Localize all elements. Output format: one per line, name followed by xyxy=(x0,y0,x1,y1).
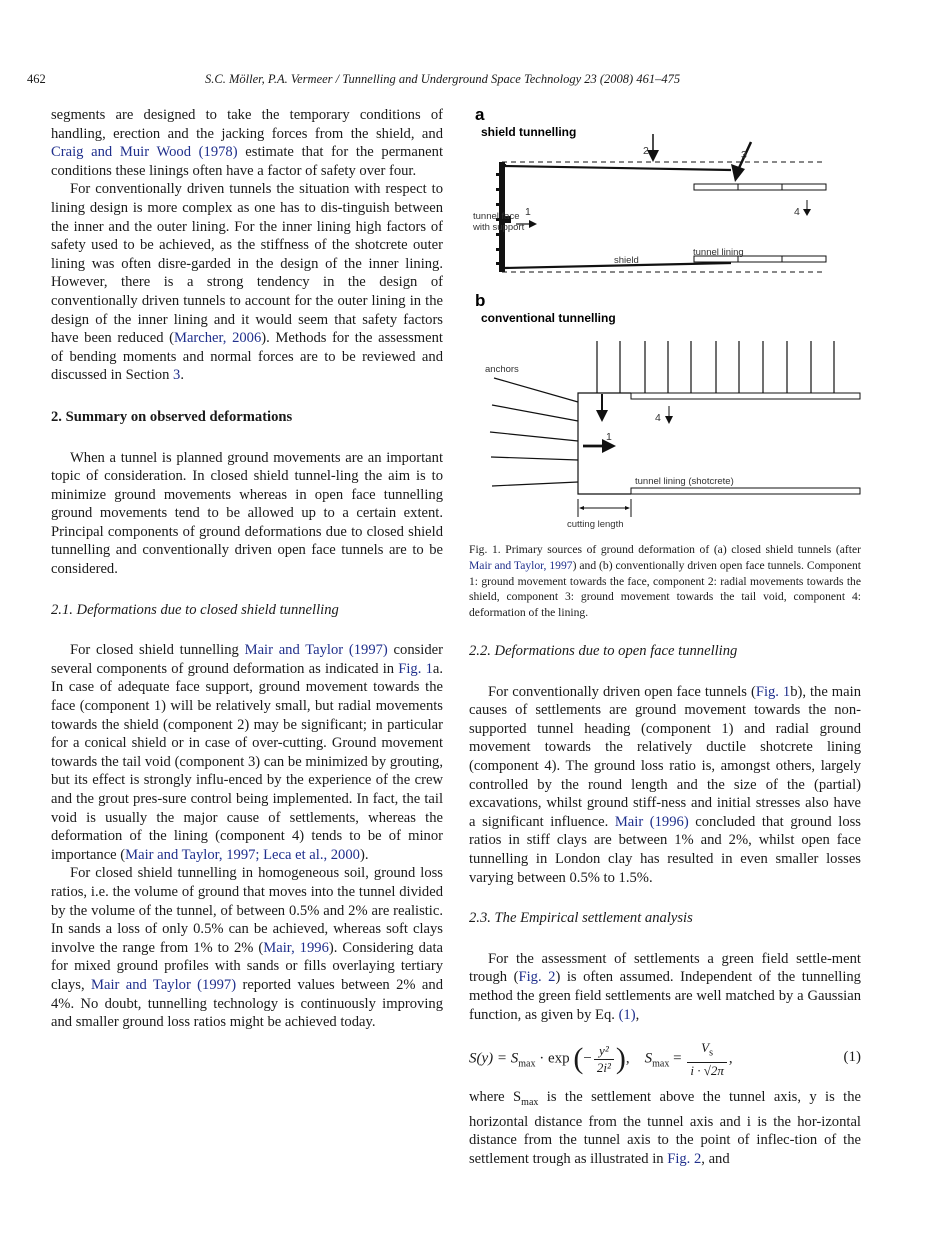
paragraph xyxy=(469,1088,861,1168)
text: ). Methods for the assessment of bending moments and normal forces are to be reviewed and discussed in Section xyxy=(51,330,443,384)
section-link[interactable]: 3 xyxy=(173,367,181,384)
figure-1-diagram xyxy=(469,106,861,536)
text: . xyxy=(180,367,184,384)
text: Fig. 1. Primary sources of ground deformation of (a) closed shield tunnels (after xyxy=(469,543,861,556)
citation-link[interactable]: Mair, 1996 xyxy=(263,939,329,956)
subsection-heading: 2.3. The Empirical settlement analysis xyxy=(469,910,693,927)
text: , xyxy=(635,1006,640,1023)
running-header xyxy=(0,72,925,92)
face-anchors xyxy=(490,378,578,486)
label-tunnel-face: tunnel face xyxy=(473,211,520,222)
eq-sub: max xyxy=(518,1058,536,1070)
text: consider several components of ground deformation as indicated in xyxy=(51,642,443,677)
figure-1 xyxy=(469,106,861,541)
dimension-arrowhead-right xyxy=(625,506,630,510)
text: ). xyxy=(359,846,369,863)
eq-paren-close: ) xyxy=(615,1042,626,1076)
arrow-radial-b xyxy=(596,394,608,422)
paragraph: When a tunnel is planned ground movements are an important topic of consideration. In closed shield tunnel-ling the aim is to minimize ground movements whereas in open face tunnelling ground movements tend to be allowed up to a certain extent. Principal components of ground deformations due to closed shield tunnelling and conventionally driven open face tunnels are to be considered. xyxy=(51,449,443,578)
citation-link[interactable]: Mair and Taylor (1997) xyxy=(91,976,237,993)
citation-link[interactable]: Mair and Taylor (1997) xyxy=(244,642,388,659)
equation-body: $S(y) = S_{max} \cdot \exp$ (− $\frac{\text{y²}}{\text{2i²}}$ ), $S_{max}$ = $\frac{V_s}{i \cdot √2\pi}$ , xyxy=(469,1040,733,1078)
text: For closed shield tunnelling in homogeneous soil, ground loss ratios, i.e. the volume of ground that moves into the tunnel divided by the volume of the tunnel, of between 0.5% and 2% are realistic. In sands a loss of only 0.5% can be achieved, whereas soft clays involve the range from 1% to 2% ( xyxy=(51,865,443,956)
text: b), the main causes of settlements are ground movement towards the non-supported tunnel heading (component 1) and radial ground movement towards the relatively ductile shotcrete lining (component 4). The ground loss ratio is, amongst others, largely controlled by the round length and the size of the (partial) excavations, whilst ground stiff-ness and initial stresses also have a significant influence. xyxy=(469,683,861,830)
eq-paren-open: ( xyxy=(573,1042,584,1076)
label-anchors: anchors xyxy=(485,364,519,375)
label-shield: shield xyxy=(614,255,639,266)
eq-fraction-1: $\frac{\text{y²}}{\text{2i²}}$ xyxy=(594,1043,614,1076)
label-component-1: 1 xyxy=(525,206,531,218)
journal-citation-line: S.C. Möller, P.A. Vermeer / Tunnelling and Underground Space Technology 23 (2008) 461–475 xyxy=(205,72,681,86)
citation-link[interactable]: Craig and Muir Wood (1978) xyxy=(51,144,238,161)
figure-1-caption xyxy=(469,542,861,621)
text: For conventionally driven tunnels the situation with respect to lining design is more complex as one has to dis-tinguish between the inner and the outer lining. For the inner lining high factors of safety used to be achieved, as the stiffness of the shotcrete outer lining was often disre-garded in the design of the inner lining. However, there is a strong tendency in the design of conventionally driven tunnels to account for the outer lining in the design of the inner lining and it would seem that safety factors have been reduced ( xyxy=(51,181,443,347)
label-with-support: with support xyxy=(473,222,525,233)
page-number: 462 xyxy=(27,72,46,86)
eq-minus: − xyxy=(583,1050,592,1067)
eq-lhs: S(y) = S xyxy=(469,1050,519,1067)
text: segments are designed to take the temporary conditions of handling, erection and the jacking forces from the shield, and xyxy=(51,107,443,142)
arrow-component-4 xyxy=(803,200,811,216)
paragraph xyxy=(51,106,443,180)
paragraph xyxy=(51,641,443,864)
dimension-arrowhead-left xyxy=(579,506,584,510)
text: ). Considering data for mixed ground profiles with sands or fills overlaying tertiary clays, xyxy=(51,939,443,993)
left-column xyxy=(51,106,443,1032)
label-component-1-b: 1 xyxy=(606,431,612,443)
text: a. In case of adequate face support, ground movement towards the face (component 1) will be relatively small, but radial movements towards the shield (component 2) may be significant; in particular for a conical shield or in case of over-cutting. Ground movement towards the tail void (component 3) can be minimized by grouting, but its effect is strongly influ-enced by the experience of the crew and the grout pres-sure control being implemented. In fact, the tail void is usually the major cause of settlements, whereas the deformation of the lining (component 4) tends to be of minor importance ( xyxy=(51,660,444,863)
panel-b-letter: b xyxy=(475,291,486,310)
shotcrete-lining-top xyxy=(631,393,860,399)
figure-link[interactable]: Fig. 2 xyxy=(518,969,556,986)
panel-a-labels xyxy=(472,145,800,266)
label-tunnel-lining-shotcrete: tunnel lining (shotcrete) xyxy=(635,476,734,487)
text: For closed shield tunnelling xyxy=(70,642,245,659)
text: ) is often assumed. Independent of the tunnelling method the green field settlements are well matched by a Gaussian function, as given by Eq. xyxy=(469,969,861,1023)
equation-link[interactable]: (1) xyxy=(618,1006,636,1023)
figure-link[interactable]: Fig. 1 xyxy=(398,660,433,677)
shield-top xyxy=(505,164,731,170)
equation-number: (1) xyxy=(843,1049,861,1066)
eq-exp: · exp xyxy=(535,1050,570,1067)
text: , and xyxy=(701,1150,730,1167)
text: estimate that for the permanent conditions these linings often have a factor of safety over four. xyxy=(51,144,443,179)
right-column xyxy=(469,642,861,1168)
eq-smax: S xyxy=(644,1050,653,1067)
label-component-4-b: 4 xyxy=(655,412,661,424)
panel-b-title: conventional tunnelling xyxy=(481,311,616,325)
label-component-2: 2 xyxy=(643,145,649,157)
paragraph xyxy=(469,683,861,888)
text: For conventionally driven open face tunnels ( xyxy=(488,683,756,700)
text: where S xyxy=(469,1089,522,1106)
section-heading: 2. Summary on observed deformations xyxy=(51,408,293,425)
text: For the assessment of settlements a green field settle-ment trough ( xyxy=(469,950,861,986)
text: is the settlement above the tunnel axis, y is the horizontal distance from the tunnel axis and i is the hor-izontal distance from the tunnel axis to the point of inflec-tion of the settlement trough as illustrated in xyxy=(469,1089,861,1167)
citation-link[interactable]: Mair and Taylor, 1997 xyxy=(469,558,573,572)
label-component-3: 3 xyxy=(741,149,747,161)
citation-link[interactable]: Mair (1996) xyxy=(614,813,689,830)
citation-link[interactable]: Marcher, 2006 xyxy=(173,330,262,347)
citation-link[interactable]: Mair and Taylor, 1997; Leca et al., 2000 xyxy=(125,846,360,863)
panel-a-title: shield tunnelling xyxy=(481,125,577,139)
caption-text xyxy=(469,542,861,621)
arrow-component-4-b xyxy=(665,406,673,424)
figure-link[interactable]: Fig. 2 xyxy=(667,1150,702,1167)
tunnel-lining-segments-top xyxy=(694,184,826,190)
subsection-heading: 2.2. Deformations due to open face tunnelling xyxy=(469,643,738,659)
figure-link[interactable]: Fig. 1 xyxy=(755,683,791,700)
label-cutting-length: cutting length xyxy=(567,519,624,530)
subscript: max xyxy=(521,1097,539,1108)
panel-a-letter: a xyxy=(475,106,485,124)
text: concluded that ground loss ratios in stiff clays are between 1% and 2%, whilst open face tunnelling in London clay has resulted in even smaller losses varying between 0.5% to 1.5%. xyxy=(469,813,861,886)
cutting-length-dimension xyxy=(578,499,631,517)
subsection-heading: 2.1. Deformations due to closed shield tunnelling xyxy=(51,601,339,618)
label-tunnel-lining: tunnel lining xyxy=(693,247,744,258)
shotcrete-lining-bottom xyxy=(631,488,860,494)
paragraph xyxy=(51,180,443,385)
equation-1 xyxy=(469,1034,861,1084)
paragraph xyxy=(51,864,443,1031)
label-component-4: 4 xyxy=(794,206,800,218)
roof-bolts xyxy=(597,341,834,393)
eq-fraction-2: $\frac{V_s}{i \cdot √2\pi}$ xyxy=(687,1040,727,1079)
text: reported values between 2% and 4%. No doubt, tunnelling technology is continuously improving and smaller ground loss ratios might be achieved today. xyxy=(51,976,443,1031)
text: ) and (b) conventionally driven open face tunnels. Component 1: ground movement towards the face, component 2: radial movements towards the shield, component 3: ground movement towards the tail void, component 4: deformation of the lining. xyxy=(469,558,861,620)
paragraph xyxy=(469,950,861,1024)
